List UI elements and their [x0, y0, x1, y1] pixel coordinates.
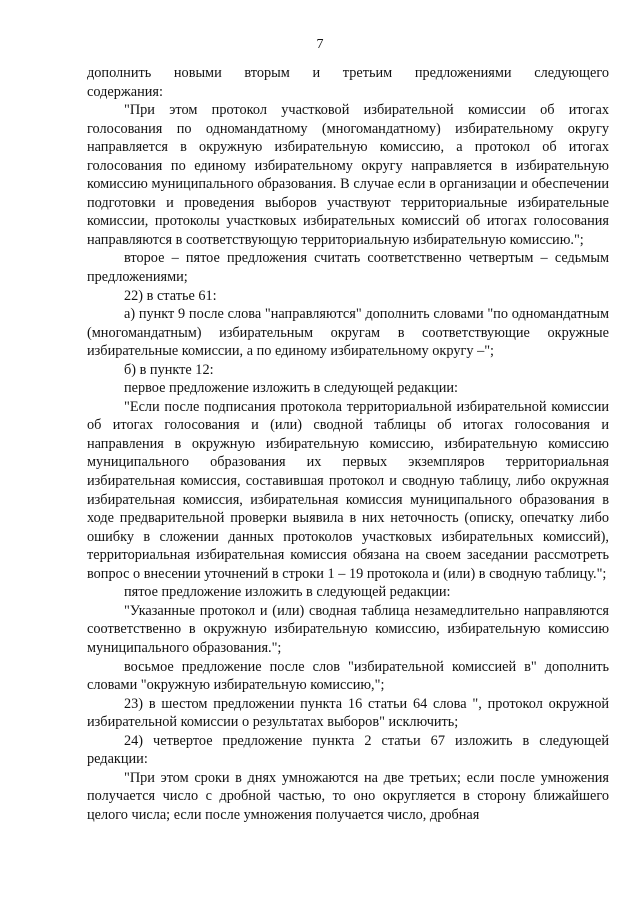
paragraph: а) пункт 9 после слова "направляются" дополнить словами "по одномандатным (многомандатным) избирательным округам в соответствующие окружные избирательные комиссии, а по единому избирательному округу –"; — [87, 306, 609, 360]
page-number: 7 — [316, 37, 324, 52]
paragraph: 23) в шестом предложении пункта 16 статьи 64 слова ", протокол окружной избирательной комиссии о результатах выборов" исключить; — [87, 695, 609, 731]
paragraph: "Указанные протокол и (или) сводная таблица незамедлительно направляются соответственно в окружную избирательную комиссию, избирательную комиссию муниципального образования."; — [87, 602, 609, 656]
document-body — [87, 64, 609, 824]
paragraph: "При этом сроки в днях умножаются на две третьих; если после умножения получается число с дробной частью, то оно округляется в сторону ближайшего целого числа; если после умножения получается число, дробная — [87, 769, 609, 823]
paragraph: дополнить новыми вторым и третьим предложениями следующего содержания: — [87, 65, 609, 100]
paragraph: 24) четвертое предложение пункта 2 статьи 67 изложить в следующей редакции: — [87, 732, 609, 768]
paragraph: б) в пункте 12: — [124, 361, 214, 378]
paragraph: "При этом протокол участковой избирательной комиссии об итогах голосования по одномандатному (многомандатному) избирательному округу направляется в окружную избирательную комиссию, а протокол об итогах голосования по единому избирательному округу направляется в избирательную комиссию муниципального образования. В случае если в организации и обеспечении подготовки и проведения выборов участвуют территориальные избирательные комиссии, протоколы участковых избирательных комиссий об итогах голосования направляются в соответствующую территориальную избирательную комиссию."; — [87, 102, 609, 248]
paragraph: первое предложение изложить в следующей редакции: — [124, 380, 458, 397]
paragraph: второе – пятое предложения считать соответственно четвертым – седьмым предложениями; — [87, 250, 609, 286]
paragraph: "Если после подписания протокола территориальной избирательной комиссии об итогах голосования и (или) сводной таблицы об итогах голосования и направления в окружную избирательную комиссию, избирательную комиссию муниципального образования их первых экземпляров территориальная избирательная комиссия, составившая протокол и сводную таблицу, либо окружная избирательная комиссия, избирательная комиссия муниципального образования в ходе предварительной проверки выявила в них неточность (описку, опечатку либо ошибку в сложении данных протоколов участковых избирательных комиссий), территориальная избирательная комиссия обязана на своем заседании рассмотреть вопрос о внесении уточнений в строки 1 – 19 протокола и (или) в сводную таблицу."; — [87, 398, 609, 582]
paragraph: 22) в статье 61: — [124, 287, 217, 304]
paragraph: восьмое предложение после слов "избирательной комиссией в" дополнить словами "окружную избирательную комиссию,"; — [87, 658, 609, 694]
paragraph: пятое предложение изложить в следующей редакции: — [124, 584, 451, 601]
